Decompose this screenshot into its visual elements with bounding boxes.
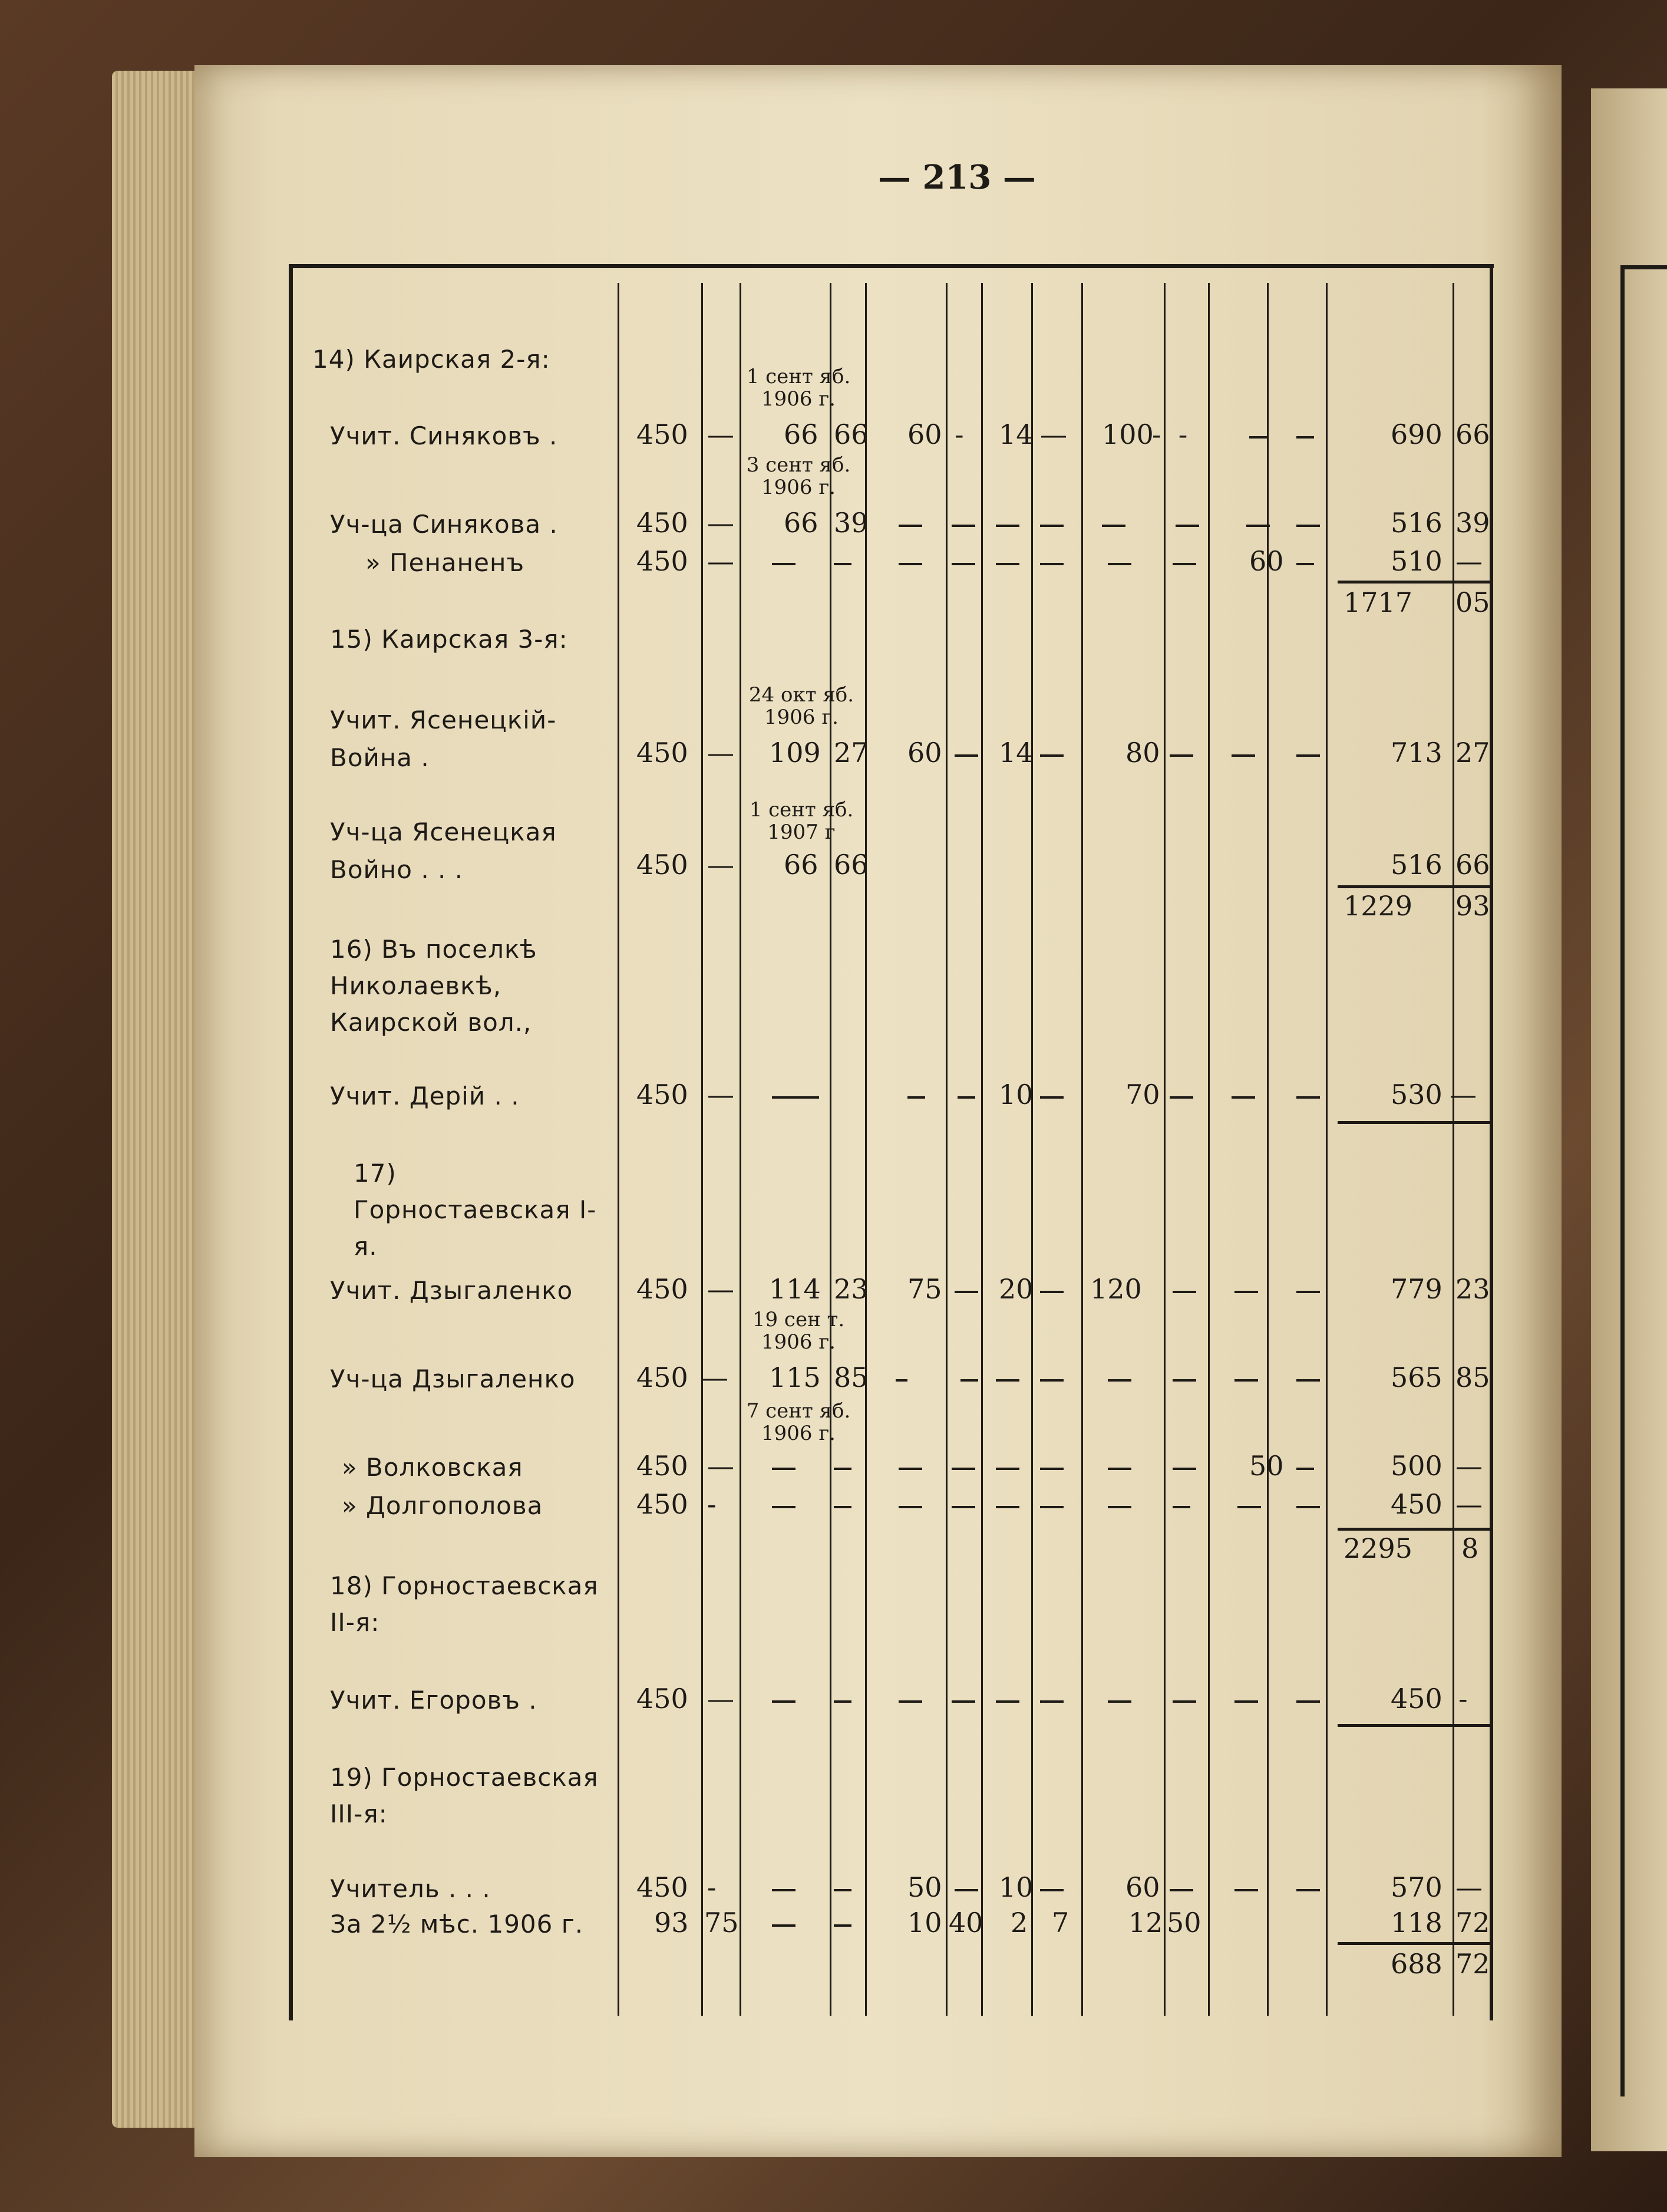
cell-total-kop: — (1455, 1871, 1483, 1903)
subtotal-kop: 05 (1455, 586, 1490, 618)
dash (952, 1700, 975, 1703)
dash (899, 1506, 922, 1508)
cell-total: 516 (1391, 849, 1442, 881)
dash (1040, 1096, 1064, 1099)
cell-salary: 450 (636, 849, 688, 881)
cell-salary: 450 (636, 507, 688, 539)
dash (1170, 1889, 1193, 1891)
cell-rub: 12 (1128, 1907, 1163, 1939)
dash (1232, 754, 1255, 757)
cell-salary-kop: — (707, 1683, 734, 1715)
dash (1040, 1468, 1064, 1470)
column-rule (981, 283, 983, 2016)
cell-total-kop: 23 (1455, 1273, 1490, 1305)
sum-rule (1338, 1528, 1490, 1531)
cell-salary-kop: - (707, 1871, 717, 1903)
dash (996, 525, 1019, 527)
cell-total-kop: — (1450, 1079, 1477, 1110)
row-label: Учит. Дерій . . (330, 1082, 520, 1110)
column-rule (1267, 283, 1269, 2016)
cell-salary: 450 (636, 418, 688, 450)
column-rule (946, 283, 948, 2016)
cell-salary-kop: — (707, 507, 734, 539)
cell-rub: 70 (1125, 1079, 1160, 1110)
cell-rub: 2 (1011, 1907, 1028, 1939)
dash (1296, 1379, 1320, 1382)
subtotal: 1229 (1343, 890, 1413, 922)
row-label: Уч-ца Дзыгаленко (330, 1364, 576, 1393)
dash (1176, 525, 1199, 527)
cell-salary-kop: — (707, 1450, 734, 1482)
dash (1173, 1379, 1196, 1382)
next-page-edge (1591, 88, 1667, 2151)
dash (1170, 754, 1193, 757)
dash (772, 1700, 795, 1703)
row-label: » Долгополова (342, 1491, 543, 1520)
dash (1246, 525, 1270, 527)
subtotal: 1717 (1343, 586, 1413, 618)
dash (834, 1889, 851, 1891)
subtotal: 2295 (1343, 1532, 1413, 1564)
cell-kop: 39 (834, 507, 869, 539)
cell-total: 779 (1391, 1273, 1442, 1305)
sum-rule (1338, 1121, 1490, 1124)
dash (996, 1700, 1019, 1703)
cell-kop: 66 (834, 418, 869, 450)
cell-salary: 93 (654, 1907, 689, 1939)
dash (772, 1924, 795, 1927)
dash (1108, 1468, 1131, 1470)
dash (1296, 754, 1320, 757)
cell-salary: 450 (636, 545, 688, 577)
date-note: 19 сен т. 1906 г. (752, 1308, 845, 1354)
cell-kop: 7 (1052, 1907, 1069, 1939)
dash (834, 1468, 851, 1470)
cell-salary: 450 (636, 1871, 688, 1903)
date-note: 7 сент яб. 1906 г. (746, 1399, 851, 1445)
dash (1296, 1096, 1320, 1099)
section-heading: 17) Горностаевская І-я. (354, 1159, 597, 1261)
cell-rub: 60 (907, 737, 942, 769)
section-heading: 18) Горностаевская ІІ-я: (330, 1571, 599, 1637)
cell-total-kop: 27 (1455, 737, 1490, 769)
sum-rule (1338, 1724, 1490, 1727)
dash (958, 1096, 975, 1099)
dash (1108, 563, 1131, 565)
dash (955, 754, 978, 757)
dash (834, 1700, 851, 1703)
dash (899, 1700, 922, 1703)
dash (1296, 436, 1314, 439)
cell-salary-kop: — (707, 545, 734, 577)
cell-total: 500 (1391, 1450, 1442, 1482)
cell-total-kop: 66 (1455, 849, 1490, 881)
cell-total-kop: 85 (1455, 1362, 1490, 1393)
row-label: Учит. Егоровъ . (330, 1686, 537, 1715)
dash (1040, 1700, 1064, 1703)
cell-total-kop: - (1458, 1683, 1468, 1715)
dash (1234, 1700, 1258, 1703)
dash (996, 1506, 1019, 1508)
dash (1296, 1506, 1320, 1508)
dash (772, 1096, 819, 1099)
cell-rub: 10 (999, 1871, 1034, 1903)
dash (1296, 525, 1320, 527)
dash (899, 525, 922, 527)
dash (996, 563, 1019, 565)
column-rule (865, 283, 867, 2016)
dash (1040, 563, 1064, 565)
sum-rule (1338, 1942, 1490, 1945)
dash (960, 1379, 978, 1382)
cell-rub: 10 (907, 1907, 942, 1939)
dash (1040, 1889, 1064, 1891)
cell-rub: 115 (769, 1362, 821, 1393)
cell-rub: 114 (769, 1273, 821, 1305)
cell-salary: 450 (636, 1683, 688, 1715)
cell-rub: 120 (1090, 1273, 1142, 1305)
cell-rub: 66 (784, 418, 818, 450)
book-page (194, 65, 1562, 2157)
dash (952, 1506, 975, 1508)
dash (1296, 563, 1314, 565)
row-label: Учит. Синяковъ . (330, 421, 558, 450)
dash (1173, 563, 1196, 565)
dash (834, 563, 851, 565)
row-label: Уч-ца Ясенецкая Войно . . . (330, 817, 557, 884)
column-rule (618, 283, 619, 2016)
row-label: Учит. Ясенецкій- Война . (330, 706, 557, 772)
dash (834, 1506, 851, 1508)
cell-rub: 66 (784, 507, 818, 539)
dash (1040, 525, 1064, 527)
sum-rule (1338, 581, 1490, 584)
cell-rub: 100 (1102, 418, 1154, 450)
cell-kop: 50 (1167, 1907, 1201, 1939)
cell-kop: - - (1152, 418, 1188, 450)
dash (1040, 1506, 1064, 1508)
column-rule (740, 283, 741, 2016)
row-label: Учит. Дзыгаленко (330, 1276, 573, 1305)
dash (996, 1379, 1019, 1382)
cell-rub: 14 (999, 737, 1034, 769)
cell-rub: 66 (784, 849, 818, 881)
cell-salary: 450 (636, 1450, 688, 1482)
dash (1040, 1379, 1064, 1382)
dash (1040, 1291, 1064, 1293)
cell-total: 450 (1391, 1488, 1442, 1520)
cell-rub: 14 (999, 418, 1034, 450)
cell-kop: 23 (834, 1273, 869, 1305)
cell-total-kop: — (1455, 545, 1483, 577)
cell-total-kop: 72 (1455, 1907, 1490, 1939)
dash (1170, 1096, 1193, 1099)
cell-rub: 60 (1249, 545, 1284, 577)
column-rule (1326, 283, 1328, 2016)
sum-rule (1338, 885, 1490, 888)
column-rule (1453, 283, 1454, 2016)
dash (1296, 1700, 1320, 1703)
subtotal-kop: 8 (1461, 1532, 1479, 1564)
dash (1249, 436, 1267, 439)
date-note: 1 сент яб. 1907 г (749, 798, 854, 844)
column-rule (830, 283, 831, 2016)
section-heading: 15) Каирская 3-я: (330, 625, 568, 654)
dash (1173, 1291, 1196, 1293)
dash (899, 563, 922, 565)
cell-rub: 80 (1125, 737, 1160, 769)
cell-rub: 10 (999, 1079, 1034, 1110)
cell-rub: 75 (907, 1273, 942, 1305)
cell-salary-kop: — (707, 1079, 734, 1110)
row-label: » Волковская (342, 1453, 523, 1482)
column-rule (1031, 283, 1033, 2016)
cell-total: 690 (1391, 418, 1442, 450)
dash (907, 1096, 925, 1099)
date-note: 3 сент яб. 1906 г. (746, 453, 851, 499)
table-right-rule (1490, 264, 1493, 2020)
section-heading: 19) Горностаевская ІІІ-я: (330, 1763, 599, 1828)
dash (955, 1889, 978, 1891)
cell-kop: - (955, 418, 964, 450)
column-rule (1081, 283, 1083, 2016)
dash (1108, 1379, 1131, 1382)
cell-salary-kop: — (701, 1362, 728, 1393)
cell-salary-kop: 75 (704, 1907, 739, 1939)
dash (1296, 1889, 1320, 1891)
row-label: Уч-ца Синякова . (330, 510, 558, 539)
dash (1296, 1291, 1320, 1293)
date-note: 24 окт яб. 1906 г. (748, 683, 854, 729)
subtotal-kop: 93 (1455, 890, 1490, 922)
cell-salary-kop: - (707, 1488, 717, 1520)
dash (1108, 1700, 1131, 1703)
dash (952, 1468, 975, 1470)
dash (1234, 1379, 1258, 1382)
dash (1173, 1468, 1196, 1470)
dash (772, 563, 795, 565)
dash (1173, 1700, 1196, 1703)
dash (896, 1379, 907, 1382)
cell-total-kop: 66 (1455, 418, 1490, 450)
cell-kop: 66 (834, 849, 869, 881)
table-top-rule (289, 264, 1494, 268)
dash (772, 1889, 795, 1891)
cell-total: 530 (1391, 1079, 1442, 1110)
cell-rub: 60 (907, 418, 942, 450)
cell-rub: 109 (769, 737, 821, 769)
table-left-rule (289, 264, 293, 2020)
dash (899, 1468, 922, 1470)
dash (952, 525, 975, 527)
cell-total: 510 (1391, 545, 1442, 577)
cell-rub: 20 (999, 1273, 1034, 1305)
cell-total: 565 (1391, 1362, 1442, 1393)
date-note: 1 сент яб. 1906 г. (746, 365, 851, 411)
row-label: За 2½ мѣс. 1906 г. (330, 1910, 584, 1939)
cell-rub: 50 (1249, 1450, 1284, 1482)
cell-salary-kop: — (707, 418, 734, 450)
dash (1232, 1096, 1255, 1099)
section-heading: 16) Въ поселкѣ Николаевкѣ, Каирской вол., (330, 935, 537, 1037)
subtotal-kop: 72 (1455, 1948, 1490, 1980)
cell-total: 713 (1391, 737, 1442, 769)
cell-total-kop: — (1455, 1450, 1483, 1482)
cell-rub: 60 (1125, 1871, 1160, 1903)
section-heading: 14) Каирская 2-я: (312, 345, 550, 374)
cell-total-kop: 39 (1455, 507, 1490, 539)
dash (955, 1291, 978, 1293)
dash (772, 1468, 795, 1470)
dash (1234, 1291, 1258, 1293)
cell-salary-kop: — (707, 737, 734, 769)
dash (1173, 1506, 1190, 1508)
dash (772, 1506, 795, 1508)
cell-kop: 27 (834, 737, 869, 769)
column-rule (1164, 283, 1166, 2016)
cell-total: 570 (1391, 1871, 1442, 1903)
cell-salary-kop: — (707, 849, 734, 881)
dash (1040, 754, 1064, 757)
dash (1237, 1506, 1261, 1508)
cell-kop: 85 (834, 1362, 869, 1393)
cell-total: 118 (1391, 1907, 1442, 1939)
subtotal: 688 (1391, 1948, 1442, 1980)
page-number: — 213 — (878, 158, 1036, 197)
cell-rub: 50 (907, 1871, 942, 1903)
dash (1296, 1468, 1314, 1470)
cell-salary: 450 (636, 1079, 688, 1110)
row-label: » Пенаненъ (365, 548, 525, 577)
dash (1108, 1506, 1131, 1508)
dash (1102, 525, 1125, 527)
dash (996, 1468, 1019, 1470)
cell-kop: 40 (949, 1907, 983, 1939)
cell-salary: 450 (636, 737, 688, 769)
column-rule (1208, 283, 1210, 2016)
cell-total: 516 (1391, 507, 1442, 539)
cell-salary: 450 (636, 1362, 688, 1393)
dash (952, 563, 975, 565)
cell-salary: 450 (636, 1488, 688, 1520)
cell-kop: — (1040, 418, 1067, 450)
dash (834, 1924, 851, 1927)
column-rule (701, 283, 703, 2016)
cell-salary-kop: — (707, 1273, 734, 1305)
row-label: Учитель . . . (330, 1874, 491, 1903)
cell-salary: 450 (636, 1273, 688, 1305)
cell-total-kop: — (1455, 1488, 1483, 1520)
dash (1234, 1889, 1258, 1891)
cell-total: 450 (1391, 1683, 1442, 1715)
